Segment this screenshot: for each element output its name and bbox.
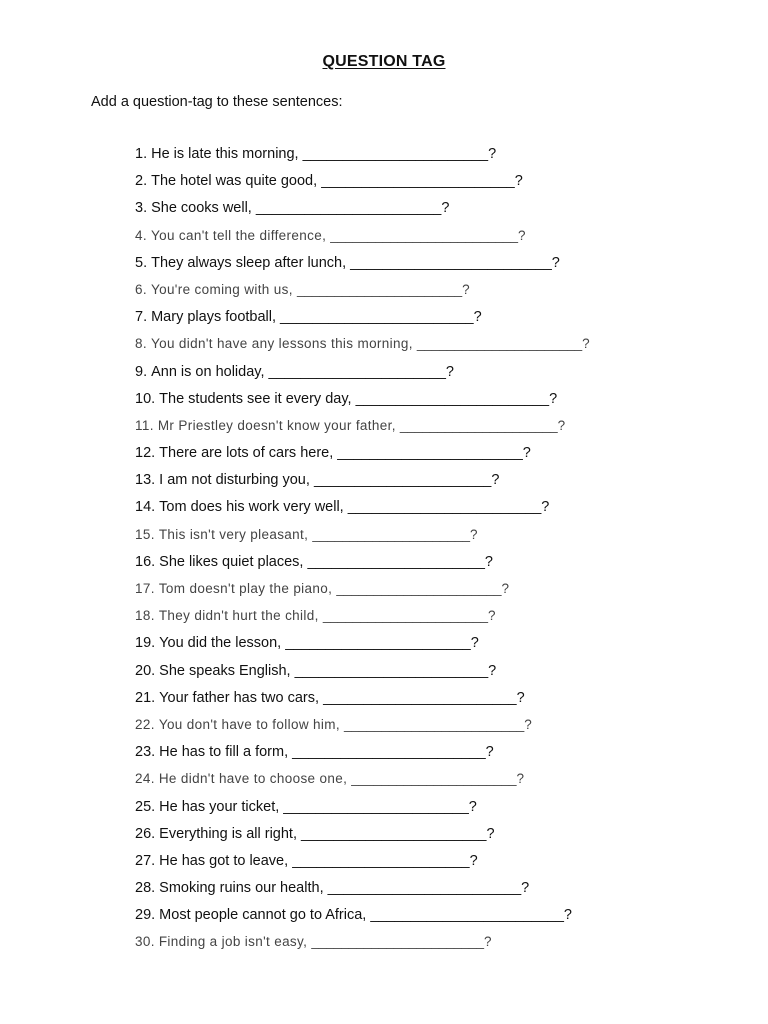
question-item: [135, 334, 590, 361]
question-number: 24.: [135, 771, 155, 787]
question-number: 18.: [135, 608, 155, 624]
question-sentence: I am not disturbing you,: [159, 472, 310, 489]
question-sentence: He has to fill a form,: [159, 744, 289, 761]
question-item: [135, 606, 590, 633]
question-number: 25.: [135, 798, 156, 815]
question-item: [135, 280, 590, 307]
answer-blank[interactable]: ________________________?: [292, 744, 494, 761]
question-item: [135, 307, 590, 334]
question-item: [135, 144, 590, 171]
question-number: 26.: [135, 825, 156, 842]
question-sentence: Ann is on holiday,: [151, 363, 265, 380]
answer-blank[interactable]: ________________________?: [344, 716, 532, 732]
question-sentence: He has got to leave,: [159, 852, 289, 869]
question-item: [135, 579, 590, 606]
question-sentence: Smoking ruins our health,: [159, 880, 324, 897]
question-number: 8.: [135, 336, 147, 352]
question-sentence: The students see it every day,: [159, 390, 352, 407]
question-number: 12.: [135, 445, 156, 462]
answer-blank[interactable]: ______________________?: [351, 771, 524, 787]
question-number: 14.: [135, 499, 156, 516]
answer-blank[interactable]: ________________________?: [370, 907, 572, 924]
question-sentence: Mr Priestley doesn't know your father,: [157, 417, 396, 433]
question-item: [135, 905, 590, 932]
answer-blank[interactable]: ________________________?: [294, 662, 497, 679]
question-sentence: Most people cannot go to Africa,: [159, 907, 367, 924]
question-number: 21.: [135, 689, 156, 706]
question-sentence: She speaks English,: [159, 662, 291, 679]
question-item: [135, 932, 590, 959]
question-number: 13.: [135, 472, 156, 489]
question-number: 23.: [135, 744, 156, 761]
question-item: [135, 389, 590, 416]
answer-blank[interactable]: _____________________?: [312, 526, 478, 542]
question-number: 6.: [135, 281, 147, 297]
question-sentence: They didn't hurt the child,: [158, 608, 319, 624]
answer-blank[interactable]: ______________________?: [336, 581, 510, 596]
question-number: 7.: [135, 309, 148, 326]
answer-blank[interactable]: _______________________?: [283, 798, 477, 815]
question-item: [135, 742, 590, 769]
question-item: [135, 198, 590, 225]
question-number: 1.: [135, 146, 148, 162]
answer-blank[interactable]: ______________________?: [268, 363, 454, 380]
question-number: 27.: [135, 852, 156, 869]
answer-blank[interactable]: ________________________?: [321, 173, 523, 190]
question-sentence: Tom doesn't play the piano,: [158, 581, 333, 596]
question-item: [135, 851, 590, 878]
question-item: [135, 470, 590, 497]
question-item: [135, 416, 590, 443]
question-sentence: Mary plays football,: [151, 309, 277, 326]
question-sentence: They always sleep after lunch,: [151, 254, 347, 271]
question-item: [135, 769, 590, 796]
question-number: 30.: [135, 934, 155, 950]
instruction-text: Add a question-tag to these sentences:: [91, 94, 343, 110]
question-item: [135, 797, 590, 824]
answer-blank[interactable]: _____________________?: [399, 417, 566, 433]
question-number: 28.: [135, 880, 156, 897]
question-number: 5.: [135, 254, 148, 271]
question-item: [135, 443, 590, 470]
answer-blank[interactable]: ________________________?: [327, 880, 530, 897]
question-sentence: You didn't have any lessons this morning,: [150, 336, 413, 352]
question-item: [135, 824, 590, 851]
answer-blank[interactable]: ________________________?: [280, 309, 482, 326]
question-number: 2.: [135, 173, 148, 190]
question-item: [135, 688, 590, 715]
question-item: [135, 878, 590, 905]
answer-blank[interactable]: _______________________?: [285, 635, 479, 652]
question-item: [135, 633, 590, 660]
question-number: 9.: [135, 363, 148, 380]
question-sentence: Your father has two cars,: [159, 689, 320, 706]
answer-blank[interactable]: ________________________?: [323, 689, 525, 706]
question-number: 11.: [135, 417, 154, 433]
question-item: [135, 171, 590, 198]
question-sentence: Finding a job isn't easy,: [158, 934, 308, 950]
question-number: 22.: [135, 716, 155, 732]
question-number: 19.: [135, 635, 156, 652]
answer-blank[interactable]: _________________________?: [330, 227, 526, 243]
answer-blank[interactable]: _______________________?: [302, 146, 497, 162]
question-item: [135, 226, 590, 253]
question-sentence: There are lots of cars here,: [159, 445, 334, 462]
question-sentence: He didn't have to choose one,: [158, 771, 348, 787]
question-item: [135, 525, 590, 552]
question-sentence: You can't tell the difference,: [150, 227, 327, 243]
question-item: [135, 497, 590, 524]
answer-blank[interactable]: ______________________?: [296, 281, 470, 297]
question-sentence: She likes quiet places,: [159, 553, 304, 570]
page-title: QUESTION TAG: [322, 53, 446, 70]
question-sentence: He is late this morning,: [151, 146, 299, 162]
question-number: 16.: [135, 553, 156, 570]
answer-blank[interactable]: _______________________?: [337, 445, 531, 462]
answer-blank[interactable]: ________________________?: [355, 390, 558, 407]
question-sentence: Everything is all right,: [159, 825, 297, 842]
answer-blank[interactable]: _______________________?: [301, 825, 495, 842]
question-sentence: You did the lesson,: [159, 635, 282, 652]
question-number: 4.: [135, 227, 147, 243]
question-item: [135, 253, 590, 280]
question-sentence: This isn't very pleasant,: [158, 526, 309, 542]
answer-blank[interactable]: ______________________?: [307, 553, 493, 570]
question-sentence: You're coming with us,: [150, 281, 293, 297]
question-number: 10.: [135, 390, 156, 407]
answer-blank[interactable]: ______________________?: [313, 472, 500, 489]
question-number: 15.: [135, 526, 155, 542]
question-number: 17.: [135, 581, 155, 596]
question-sentence: Tom does his work very well,: [159, 499, 344, 516]
question-sentence: The hotel was quite good,: [151, 173, 318, 190]
question-number: 20.: [135, 662, 156, 679]
question-list: [135, 144, 590, 960]
question-item: [135, 661, 590, 688]
question-sentence: She cooks well,: [151, 200, 252, 217]
answer-blank[interactable]: _______________________?: [255, 200, 450, 217]
question-item: [135, 715, 590, 742]
answer-blank[interactable]: _______________________?: [311, 934, 492, 950]
question-item: [135, 552, 590, 579]
question-sentence: He has your ticket,: [159, 798, 280, 815]
question-item: [135, 362, 590, 389]
answer-blank[interactable]: _________________________?: [350, 254, 560, 271]
question-number: 29.: [135, 907, 156, 924]
question-sentence: You don't have to follow him,: [158, 716, 340, 732]
answer-blank[interactable]: ______________________?: [292, 852, 478, 869]
answer-blank[interactable]: ______________________?: [416, 336, 590, 352]
answer-blank[interactable]: ________________________?: [347, 499, 550, 516]
answer-blank[interactable]: ______________________?: [322, 608, 496, 624]
question-number: 3.: [135, 200, 148, 217]
